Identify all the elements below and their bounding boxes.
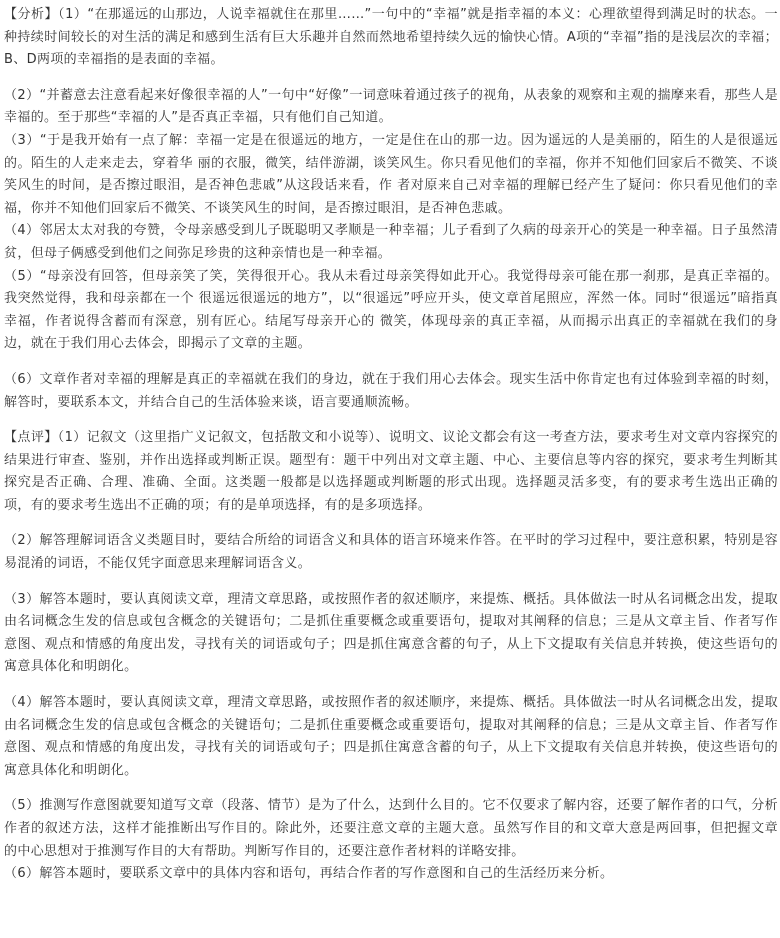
analysis-paragraph-2: （2）“并蓄意去注意看起来好像很幸福的人”一句中“好像”一词意味着通过孩子的视角，从表象的观察和主观的揣摩来看，那些人是幸福的。至于那些“幸福的人”是否真正幸福，只有他们自己知道。 — [4, 87, 778, 126]
analysis-paragraph-3: （3）“于是我开始有一点了解：幸福一定是在很遥远的地方，一定是住在山的那一边。因为遥远的人是美丽的，陌生的人是很遥远的。陌生的人走来走去，穿着华 丽的衣服，微笑，结伴游湖，谈笑风生。你只看见他们的幸福，你并不知他们回家后不微笑、不谈笑风生的时间，是否擦过眼泪，是否神色悲戚”从这段话来看，作 者对原来自己对幸福的理解已经产生了疑问：你只看见他们的幸福，你并不知他们回家后不微笑、不谈笑风生的时间，是否擦过眼泪，是否神色悲戚。 — [4, 132, 778, 216]
comment-paragraph-4: （4）解答本题时，要认真阅读文章，理清文章思路，或按照作者的叙述顺序，来提炼、概括。具体做法一时从名词概念出发，提取由名词概念生发的信息或包含概念的关键语句；二是抓住重要概念或重要语句，提取对其阐释的信息；三是从文章主旨、作者写作意图、观点和情感的角度出发，寻找有关的词语或句子；四是抓住寓意含蓄的句子，从上下文提取有关信息并转换，使这些语句的寓意具体化和明朗化。 — [4, 695, 778, 778]
comment-paragraph-2: （2）解答理解词语含义类题目时，要结合所给的词语含义和具体的语言环境来作答。在平时的学习过程中，要注意积累，特别是容易混淆的词语，不能仅凭字面意思来理解词语含义。 — [4, 533, 778, 572]
comment-paragraph-6: （6）解答本题时，要联系文章中的具体内容和语句，再结合作者的写作意图和自己的生活经历来分析。 — [4, 866, 614, 882]
comment-paragraph-5: （5）推测写作意图就要知道写文章（段落、情节）是为了什么，达到什么目的。它不仅要求了解内容，还要了解作者的口气，分析作者的叙述方法，这样才能推断出写作目的。除此外，还要注意文章的主题大意。虽然写作目的和文章大意是两回事，但把握文章的中心思想对于推测写作目的大有帮助。判断写作目的，还要注意作者材料的详略安排。 — [4, 798, 778, 859]
analysis-paragraph-1: 【分析】（1）“在那遥远的山那边，人说幸福就住在那里……”一句中的“幸福”就是指幸福的本义：心理欲望得到满足时的状态。一种持续时间较长的对生活的满足和感到生活有巨大乐趣并自然而然地希望持续久远的愉快心情。A项的“幸福”指的是浅层次的幸福；B、D两项的幸福指的是表面的幸福。 — [4, 7, 778, 68]
analysis-paragraph-5: （5）“母亲没有回答，但母亲笑了笑，笑得很开心。我从未看过母亲笑得如此开心。我觉得母亲可能在那一刹那，是真正幸福的。我突然觉得，我和母亲都在一个 很遥远很遥远的地方”，以“很遥远”呼应开头，使文章首尾照应，浑然一体。同时“很遥远”暗指真幸福，作者说得含蓄而有深意，别有匠心。结尾写母亲开心的 微笑，体现母亲的真正幸福，从而揭示出真正的幸福就在我们的身边，就在于我们用心去体会，即揭示了文章的主题。 — [4, 268, 778, 352]
analysis-paragraph-4: （4）邻居太太对我的夸赞，令母亲感受到儿子既聪明又孝顺是一种幸福；儿子看到了久病的母亲开心的笑是一种幸福。日子虽然清贫，但母子俩感受到他们之间弥足珍贵的这种亲情也是一种幸福。 — [4, 223, 778, 261]
analysis-paragraph-6: （6）文章作者对幸福的理解是真正的幸福就在我们的身边，就在于我们用心去体会。现实生活中你肯定也有过体验到幸福的时刻，解答时，要联系本文，并结合自己的生活体验来谈，语言要通顺流畅。 — [4, 371, 778, 410]
comment-paragraph-1: 【点评】（1）记叙文（这里指广义记叙文，包括散文和小说等）、说明文、议论文都会有这一考查方法，要求考生对文章内容探究的结果进行审查、鉴别，并作出选择或判断正误。题型有：题干中列出对文章主题、中心、主要信息等内容的探究，要求考生判断其探究是否正确、合理、准确、全面。这类题一般都是以选择题或判断题的形式出现。选择题灵活多变，有的要求考生选出正确的项，有的要求考生选出不正确的项；有的是单项选择，有的是多项选择。 — [4, 430, 778, 513]
comment-paragraph-3: （3）解答本题时，要认真阅读文章，理清文章思路，或按照作者的叙述顺序，来提炼、概括。具体做法一时从名词概念出发，提取由名词概念生发的信息或包含概念的关键语句；二是抓住重要概念或重要语句，提取对其阐释的信息；三是从文章主旨、作者写作意图、观点和情感的角度出发，寻找有关的词语或句子；四是抓住寓意含蓄的句子，从上下文提取有关信息并转换，使这些语句的寓意具体化和明朗化。 — [4, 591, 778, 675]
